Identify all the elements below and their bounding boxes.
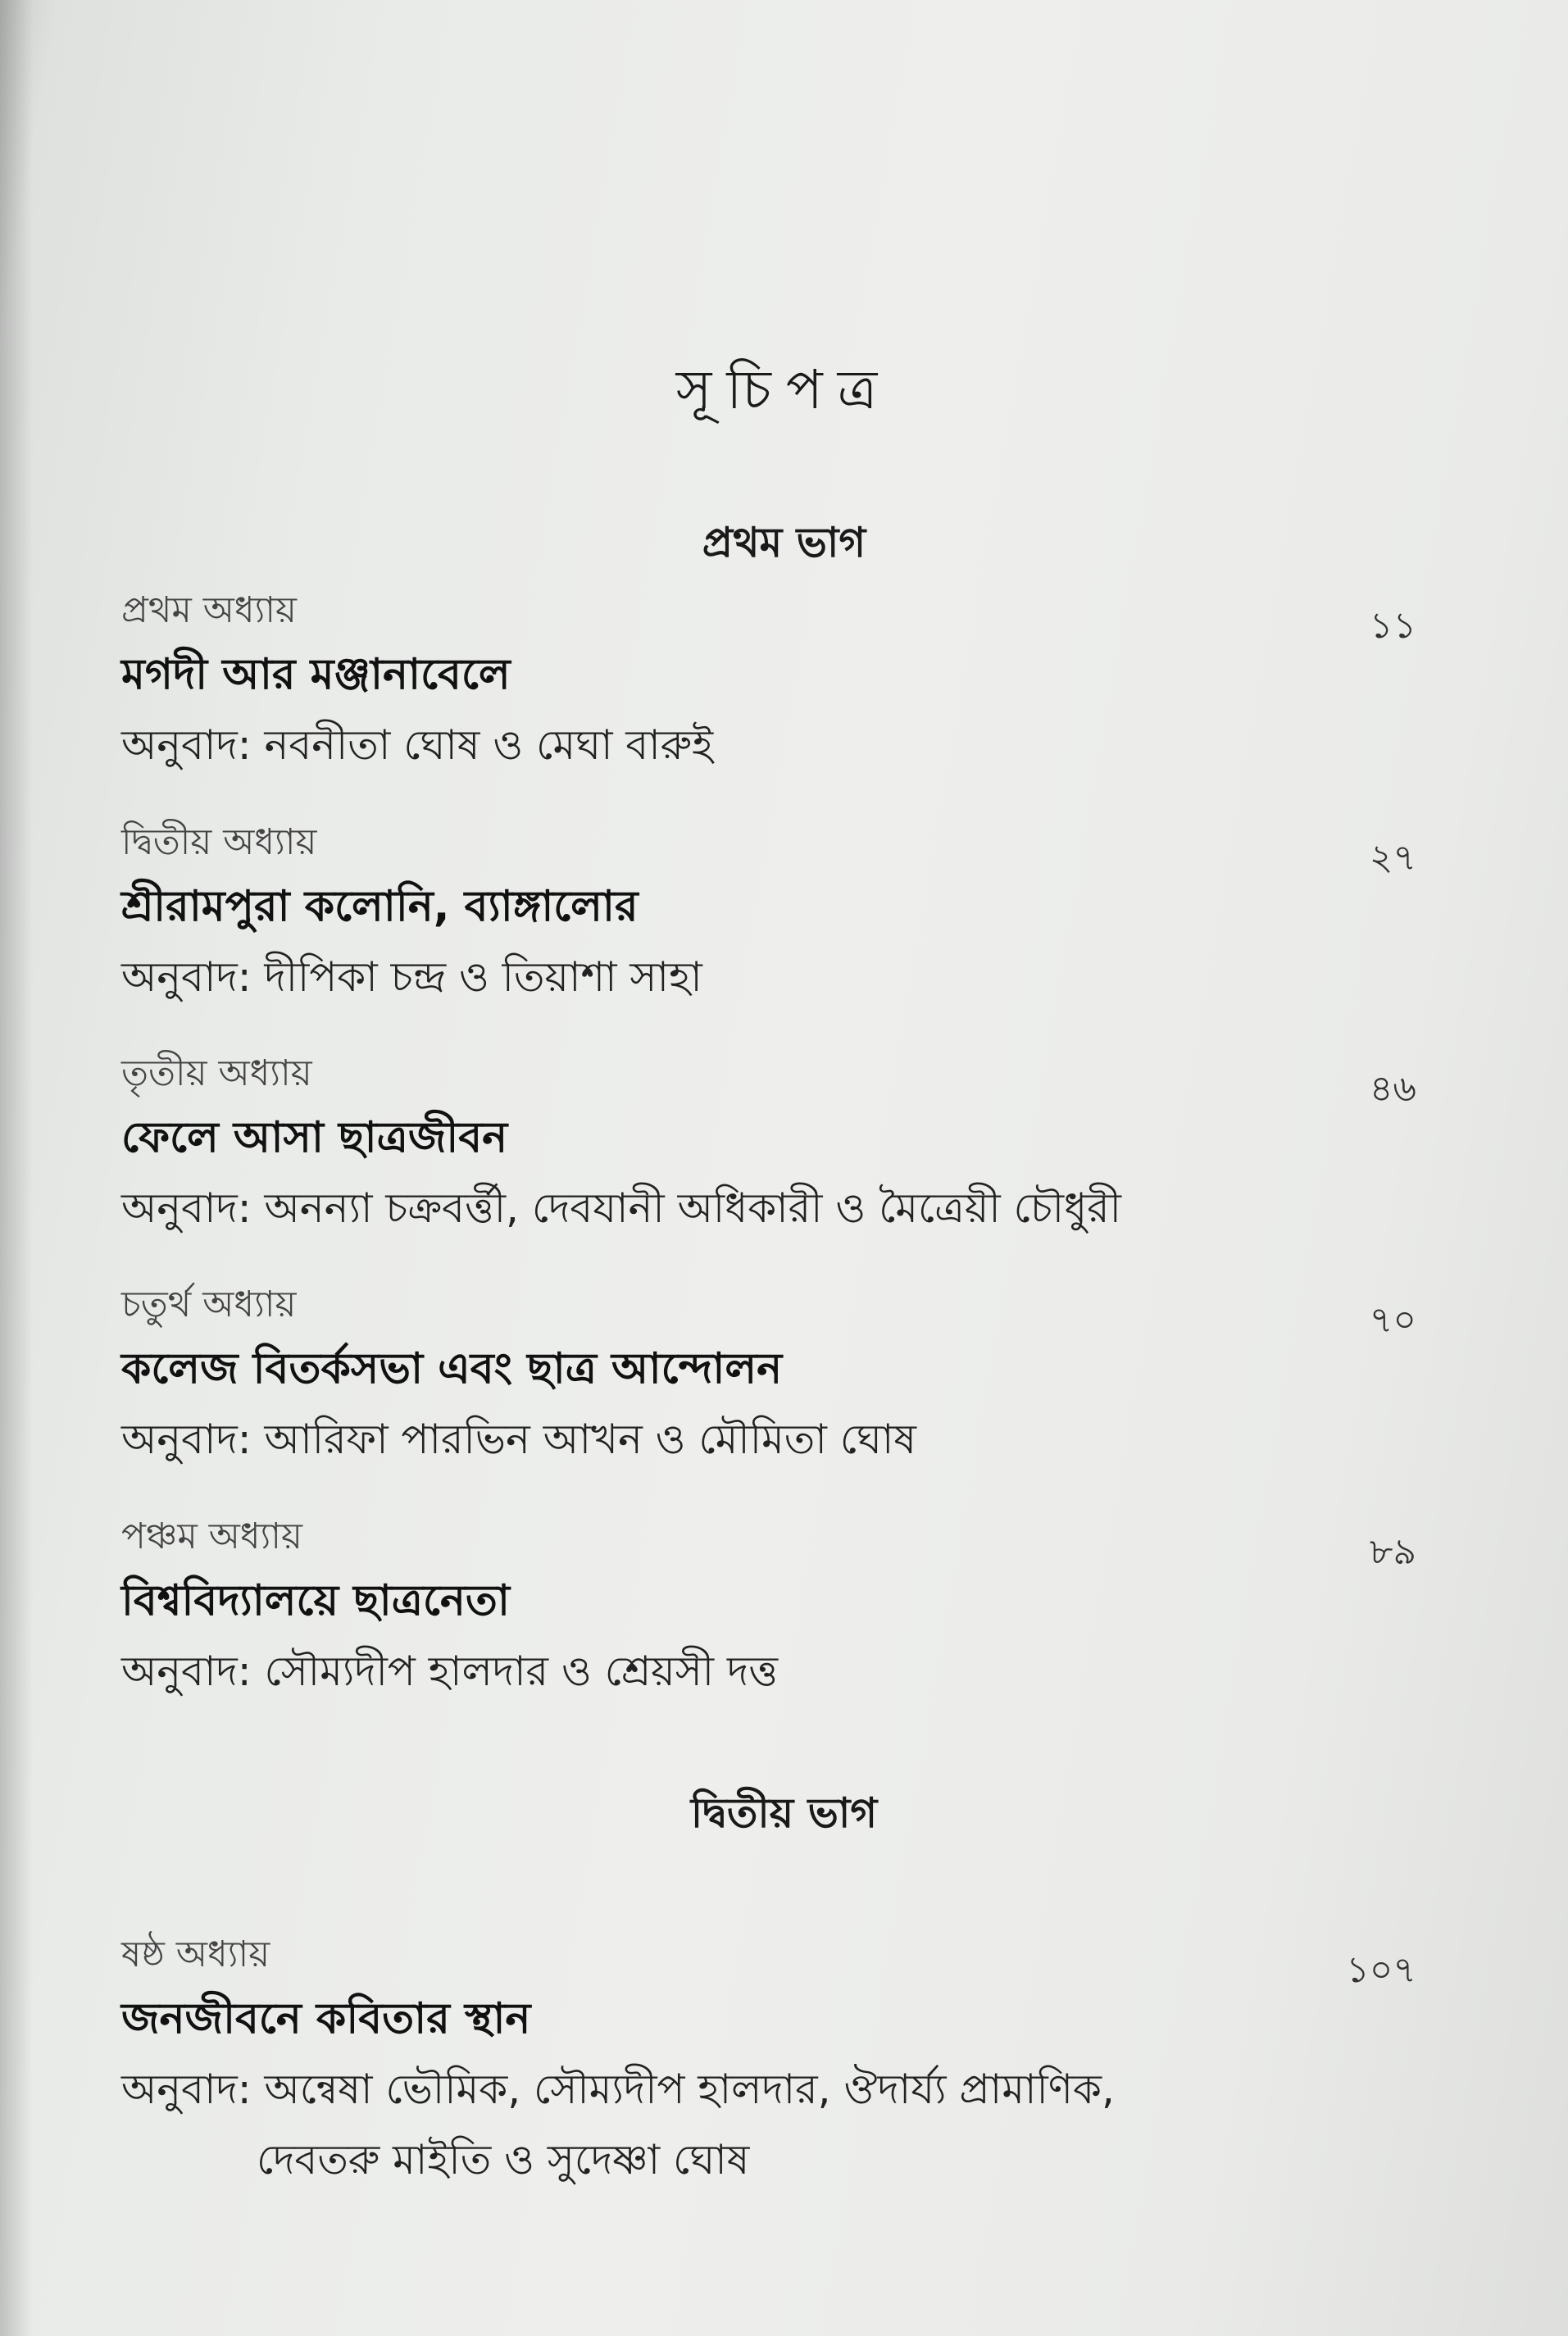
chapter-title: জনজীবনে কবিতার স্থান	[121, 1994, 531, 2043]
toc-entry	[121, 1508, 1416, 1707]
chapter-title: কলেজ বিতর্কসভা এবং ছাত্র আন্দোলন	[121, 1344, 783, 1393]
toc-entry	[121, 1276, 1416, 1475]
chapter-label: প্রথম অধ্যায়	[121, 589, 297, 631]
chapter-translators: অনুবাদ: দীপিকা চন্দ্র ও তিয়াশা সাহা	[121, 953, 702, 1001]
chapter-page-number: ৮৯	[1369, 1531, 1416, 1573]
chapter-translators: অনুবাদ: অন্বেষা ভৌমিক, সৌম্যদীপ হালদার, ঔদার্য্য প্রামাণিক,	[121, 2066, 1115, 2113]
chapter-translators: অনুবাদ: অনন্যা চক্রবর্ত্তী, দেবযানী অধিকারী ও মৈত্রেয়ী চৌধুরী	[121, 1184, 1121, 1232]
chapter-translators: অনুবাদ: সৌম্যদীপ হালদার ও শ্রেয়সী দত্ত	[121, 1647, 778, 1695]
chapter-translators: অনুবাদ: নবনীতা ঘোষ ও মেঘা বারুই	[121, 721, 714, 769]
chapter-page-number: ১১	[1369, 605, 1416, 647]
part-heading-2: দ্বিতীয় ভাগ	[690, 1788, 878, 1837]
chapter-label: পঞ্চম অধ্যায়	[121, 1516, 302, 1557]
toc-entry	[121, 582, 1416, 780]
chapter-page-number: ২৭	[1369, 837, 1416, 879]
chapter-title: শ্রীরামপুরা কলোনি, ব্যাঙ্গালোর	[121, 882, 639, 931]
chapter-label: দ্বিতীয় অধ্যায়	[121, 821, 317, 863]
toc-entry	[121, 1045, 1416, 1243]
chapter-page-number: ৭০	[1369, 1299, 1416, 1341]
chapter-translators-continued: দেবতরু মাইতি ও সুদেষ্ণা ঘোষ	[257, 2136, 750, 2184]
chapter-page-number: ৪৬	[1369, 1068, 1416, 1110]
chapter-title: ফেলে আসা ছাত্রজীবন	[121, 1113, 508, 1162]
toc-entry	[121, 814, 1416, 1012]
chapter-page-number: ১০৭	[1346, 1949, 1416, 1991]
chapter-label: ষষ্ঠ অধ্যায়	[121, 1934, 270, 1975]
toc-entry	[121, 1926, 1416, 2195]
chapter-title: বিশ্ববিদ্যালয়ে ছাত্রনেতা	[121, 1576, 510, 1625]
part-heading-1: প্রথম ভাগ	[702, 518, 866, 566]
chapter-label: চতুর্থ অধ্যায়	[121, 1284, 297, 1325]
chapter-label: তৃতীয় অধ্যায়	[121, 1052, 312, 1094]
page-title: সূচিপত্র	[675, 358, 893, 421]
chapter-translators: অনুবাদ: আরিফা পারভিন আখন ও মৌমিতা ঘোষ	[121, 1416, 916, 1463]
chapter-title: মগদী আর মঞ্জানাবেলে	[121, 650, 511, 699]
